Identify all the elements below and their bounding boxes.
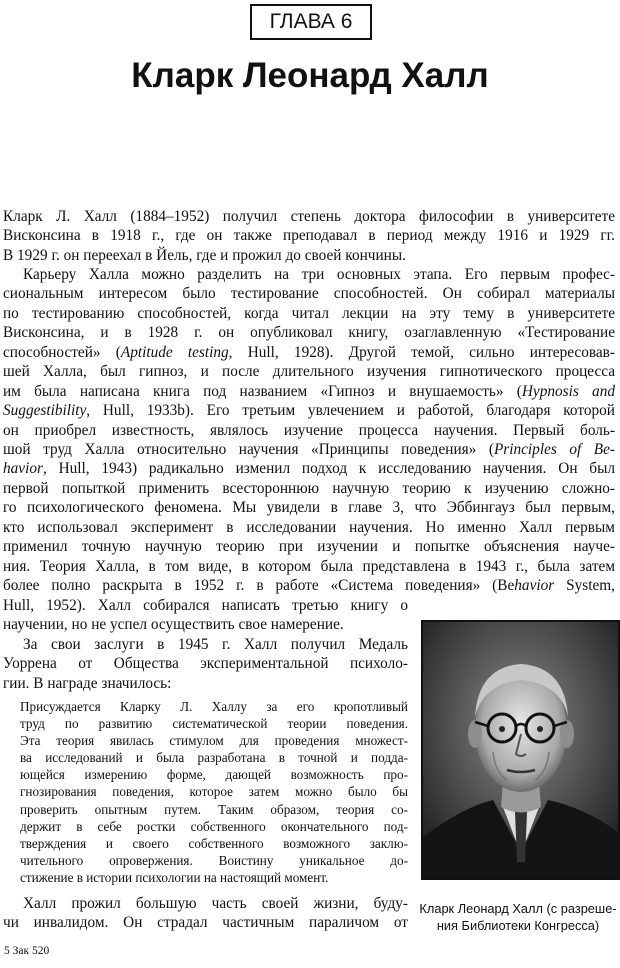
quote-line: труд по развитию систематической теории поведения. <box>20 716 408 732</box>
text-line: го психологического феномена. Мы увидели в главе 3, что Эббингауз был первым, <box>3 499 615 517</box>
text-line: способностей» (Aptitude testing, Hull, 1928). Другой темой, сильно интересовав- <box>3 343 615 361</box>
text-line: кто использовал эксперимент в исследовании научения. Но именно Халл первым <box>3 518 615 536</box>
quote-line: гнозирования поведения, которое затем можно было бы <box>20 784 408 800</box>
text-line: шой труд Халла относительно научения «Принципы поведения» (Principles of Be- <box>3 440 615 458</box>
text-line: Халл прожил большую часть своей жизни, буду- <box>23 895 408 912</box>
text-line: по тестированию способностей, когда читал лекции на эту тему в университете <box>3 304 615 322</box>
text-line: первой попыткой применить всестороннюю научную теорию к изучению сложно- <box>3 479 615 497</box>
paragraph-illness <box>3 894 408 933</box>
page-title: Кларк Леонард Халл <box>131 56 489 95</box>
caption-line: ния Библиотеки Конгресса) <box>436 918 600 933</box>
text-line: более полно раскрыта в 1952 г. в работе «Система поведения» (Behavior System, <box>3 577 615 594</box>
quote-line: держит в себе ростки собственного окончательного под- <box>20 818 408 834</box>
text-line: Карьеру Халла можно разделить на три основных этапа. Его первым профес- <box>23 266 615 283</box>
portrait-image <box>423 622 618 878</box>
quote-line: тверждения и своего собственного возможного заклю- <box>20 835 408 851</box>
paragraph-medal <box>3 635 408 693</box>
text-line: применил точную научную теорию при изучении и попытке объяснения науче- <box>3 538 615 556</box>
page-footer: 5 Зак 520 <box>4 945 50 957</box>
text-line: В 1929 г. он переехал в Йель, где и прожил до своей кончины. <box>3 246 406 264</box>
text-line: чи инвалидом. Он страдал частичным параличом от <box>3 914 408 932</box>
paragraph-career <box>3 265 615 595</box>
quote-line: ющейся измерению форме, дающей возможность про- <box>20 767 408 783</box>
photo-caption <box>418 900 618 934</box>
text-line: За свои заслуги в 1945 г. Халл получил Медаль <box>23 636 408 653</box>
portrait-photo <box>421 620 620 880</box>
paragraph-career-end <box>3 596 408 635</box>
text-line: Висконсина в 1918 г., где он также преподавал в период между 1916 и 1929 гг. <box>3 227 615 245</box>
text-line: Кларк Л. Халл (1884–1952) получил степень доктора философии в университете <box>3 208 615 225</box>
quote-line: ва исследований и была разработана в точной и подда- <box>20 750 408 766</box>
text-line: научении, но не успел осуществить свое намерение. <box>3 616 344 634</box>
text-line: Висконсина, и в 1928 г. он опубликовал книгу, озаглавленную «Тестирование <box>3 324 615 342</box>
text-line: им была написана книга под названием «Гипноз и внушаемость» (Hypnosis and <box>3 382 615 400</box>
text-line: Suggestibility, Hull, 1933b). Его третьим увлечением и работой, благодаря которой <box>3 402 615 420</box>
text-line: havior, Hull, 1943) радикально изменил подход к исследованию научения. Он был <box>3 460 615 478</box>
text-line: сиональным интересом было тестирование способностей. Он собирал материалы <box>3 285 615 303</box>
paragraph-intro <box>3 207 615 265</box>
quote-line: проверить опытным путем. Таким образом, теория со- <box>20 801 408 817</box>
chapter-label: ГЛАВА 6 <box>250 4 372 40</box>
quote-line: Присуждается Кларку Л. Халлу за его кропотливый <box>20 699 408 714</box>
text-line: Hull, 1952). Халл собирался написать третью книгу о <box>3 597 408 614</box>
text-line: шей Халла, был гипноз, и после длительного изучения гипнотического процесса <box>3 363 615 381</box>
text-line: гии. В награде значилось: <box>3 674 172 692</box>
text-line: ния. Теория Халла, в том виде, в котором была представлена в 1943 г., была затем <box>3 557 615 575</box>
quote-line: Эта теория явилась стимулом для проведения множест- <box>20 733 408 749</box>
quote-line: чительного опровержения. Воистину уникальное до- <box>20 852 408 868</box>
quote-line: стижение в истории психологии на настоящий момент. <box>20 869 329 885</box>
text-line: он приобрел известность, являлось изучение процесса научения. Первый боль- <box>3 421 615 439</box>
medal-quote <box>20 698 408 886</box>
caption-line: Кларк Леонард Халл (с разреше- <box>419 901 617 916</box>
text-line: Уоррена от Общества экспериментальной психоло- <box>3 655 408 673</box>
